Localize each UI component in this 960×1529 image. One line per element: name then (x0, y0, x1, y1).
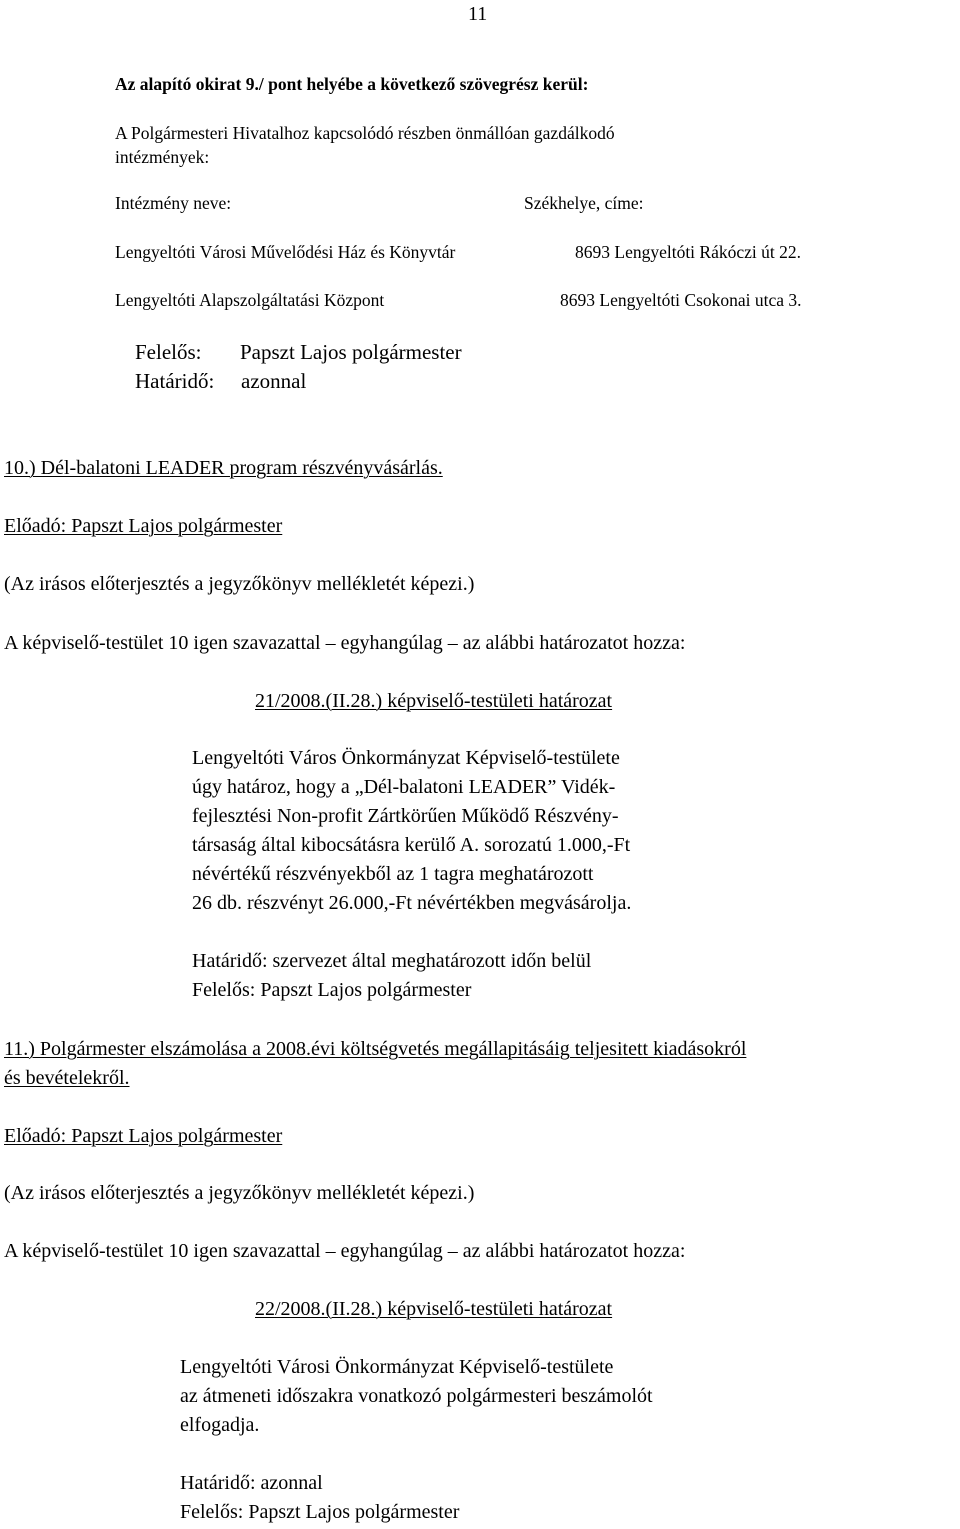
deadline-value: azonnal (241, 369, 307, 393)
item11-note: (Az irásos előterjesztés a jegyzőkönyv mellékletét képezi.) (4, 1182, 475, 1204)
item10-vote: A képviselő-testület 10 igen szavazattal – egyhangúlag – az alábbi határozatot hozza: (4, 632, 686, 654)
institution-address: 8693 Lengyeltóti Rákóczi út 22. (575, 242, 801, 262)
page-number: 11 (468, 3, 488, 25)
responsible-value: Papszt Lajos polgármester (240, 340, 462, 364)
amendment-intro-line1: A Polgármesteri Hivatalhoz kapcsolódó részben önmállóan gazdálkodó (115, 123, 615, 143)
item11-vote: A képviselő-testület 10 igen szavazattal – egyhangúlag – az alábbi határozatot hozza: (4, 1240, 686, 1262)
item10-resolution-title: 21/2008.(II.28.) képviselő-testületi határozat (255, 690, 613, 712)
institution-name-header: Intézmény neve: (115, 193, 232, 213)
item11-responsible: Felelős: Papszt Lajos polgármester (180, 1501, 460, 1523)
item11-title-line2: és bevételekről. (4, 1067, 130, 1089)
item10-note: (Az irásos előterjesztés a jegyzőkönyv mellékletét képezi.) (4, 573, 475, 595)
amendment-intro-line2: intézmények: (115, 147, 210, 167)
item10-body-line: Lengyeltóti Város Önkormányzat Képviselő-testülete (192, 747, 620, 769)
item10-body-line: fejlesztési Non-profit Zártkörűen Működő Részvény- (192, 805, 619, 827)
item11-deadline: Határidő: azonnal (180, 1472, 323, 1494)
item10-deadline: Határidő: szervezet által meghatározott időn belül (192, 950, 592, 972)
item10-body-line: úgy határoz, hogy a „Dél-balatoni LEADER” Vidék- (192, 776, 616, 798)
item11-title-line1: 11.) Polgármester elszámolása a 2008.évi költségvetés megállapitásáig teljesitett kiadásokról (4, 1038, 747, 1060)
institution-name: Lengyeltóti Városi Művelődési Ház és Könyvtár (115, 242, 456, 262)
item10-responsible: Felelős: Papszt Lajos polgármester (192, 979, 472, 1001)
institution-name: Lengyeltóti Alapszolgáltatási Központ (115, 290, 385, 310)
item10-body-line: névértékű részvényekből az 1 tagra meghatározott (192, 863, 594, 885)
amendment-heading: Az alapító okirat 9./ pont helyébe a következő szövegrész kerül: (115, 74, 589, 94)
item11-resolution-title: 22/2008.(II.28.) képviselő-testületi határozat (255, 1298, 613, 1320)
deadline-label: Határidő: (135, 369, 215, 393)
item11-body-line: Lengyeltóti Városi Önkormányzat Képviselő-testülete (180, 1356, 614, 1378)
institution-address: 8693 Lengyeltóti Csokonai utca 3. (560, 290, 802, 310)
item10-title: 10.) Dél-balatoni LEADER program részvényvásárlás. (4, 457, 443, 479)
institution-address-header: Székhelye, címe: (524, 193, 644, 213)
item11-body-line: az átmeneti időszakra vonatkozó polgármesteri beszámolót (180, 1385, 653, 1407)
item10-body-line: 26 db. részvényt 26.000,-Ft névértékben megvásárolja. (192, 892, 632, 914)
item11-body-line: elfogadja. (180, 1414, 260, 1436)
item10-presenter: Előadó: Papszt Lajos polgármester (4, 515, 283, 537)
item10-body-line: társaság által kibocsátásra kerülő A. sorozatú 1.000,-Ft (192, 834, 631, 856)
responsible-label: Felelős: (135, 340, 202, 364)
item11-presenter: Előadó: Papszt Lajos polgármester (4, 1125, 283, 1147)
